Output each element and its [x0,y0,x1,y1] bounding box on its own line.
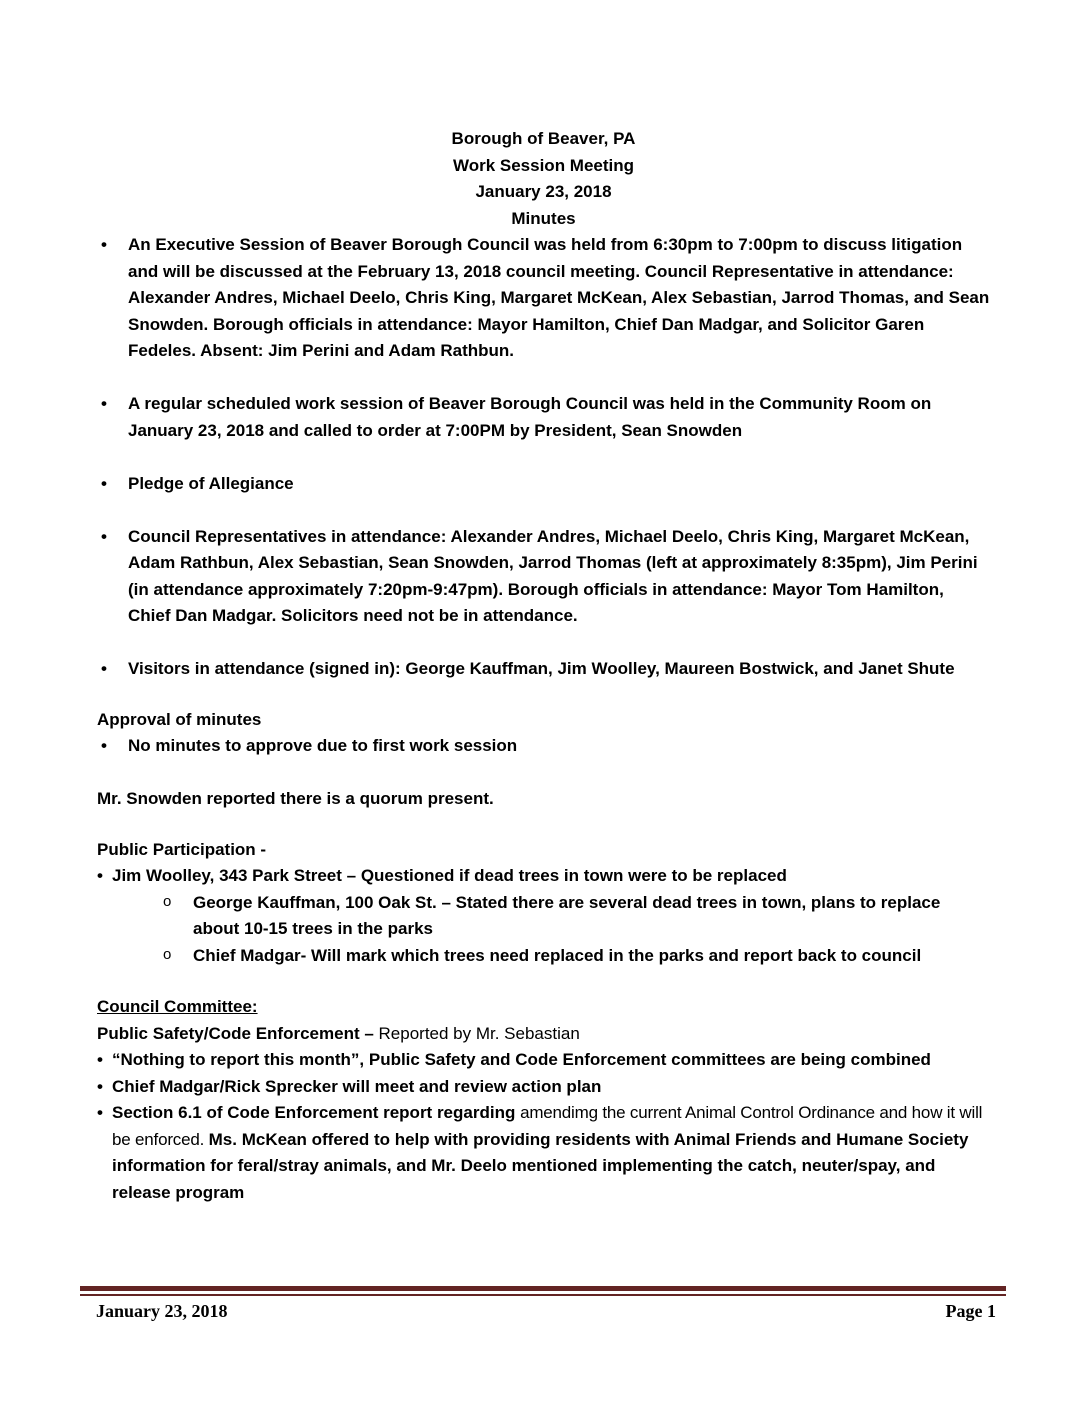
section-6-1-part-1: Section 6.1 of Code Enforcement report regarding [112,1103,521,1122]
footer-row [80,1296,1006,1323]
approval-bullet-list [97,733,990,760]
title-org: Borough of Beaver, PA [451,129,636,148]
sub-bullet-chief-madgar: o Chief Madgar- Will mark which trees need replaced in the parks and report back to council [97,943,990,970]
approval-of-minutes-heading: Approval of minutes [97,709,262,729]
title-meeting-type: Work Session Meeting [452,155,635,175]
title-date: January 23, 2018 [475,182,612,201]
section-6-1-part-2: amendimg the current Animal Control Ordinance and how it will be enforced. [112,1103,983,1149]
quorum-note: Mr. Snowden reported there is a quorum present. [97,789,494,808]
bullet-action-plan: • Chief Madgar/Rick Sprecker will meet and review action plan [97,1074,990,1101]
public-participation-heading: Public Participation - [97,839,267,859]
bullet-jim-woolley: • Jim Woolley, 343 Park Street – Questioned if dead trees in town were to be replaced [97,863,990,890]
bullet-section-6-1 [97,1100,990,1206]
footer-date: January 23, 2018 [96,1301,228,1321]
document-header [97,126,990,232]
sub-bullet-george-kauffman: o George Kauffman, 100 Oak St. – Stated there are several dead trees in town, plans to replace about 10-15 trees in the parks [97,890,990,943]
public-participation-list [97,863,990,969]
bullet-nothing-to-report: • “Nothing to report this month”, Public Safety and Code Enforcement committees are being combined [97,1047,990,1074]
section-6-1-part-3: Ms. McKean offered to help with providing residents with Animal Friends and Humane Society information for feral/stray animals, and Mr. Deelo mentioned implementing the catch, neuter/spay, and release program [112,1129,969,1202]
public-safety-subheading-bold: Public Safety/Code Enforcement – [97,1023,379,1043]
bullet-visitors: • Visitors in attendance (signed in): George Kauffman, Jim Woolley, Maureen Bostwick, and Janet Shute [97,656,990,683]
bullet-pledge: • Pledge of Allegiance [97,471,990,498]
footer-page-number: Page 1 [945,1301,996,1321]
document-content [97,0,990,1206]
page-footer [80,1286,1006,1323]
public-safety-subheading-reporter: Reported by Mr. Sebastian [378,1023,580,1043]
council-committee-heading: Council Committee: [97,997,258,1016]
public-safety-subheading [97,1021,990,1048]
bullet-council-representatives: • Council Representatives in attendance: Alexander Andres, Michael Deelo, Chris King, Margaret McKean, Adam Rathbun, Alex Sebastian, Sean Snowden, Jarrod Thomas (left at approximately 8:35pm), Jim Perini (in attendance approximately 7:20pm-9:47pm). Borough officials in attendance: Mayor Tom Hamilton, Chief Dan Madgar. Solicitors need not be in attendance. [97,524,990,630]
intro-bullet-list [97,232,990,683]
title-minutes: Minutes [511,208,576,228]
council-committee-list [97,1047,990,1206]
bullet-executive-session: • An Executive Session of Beaver Borough Council was held from 6:30pm to 7:00pm to discuss litigation and will be discussed at the February 13, 2018 council meeting. Council Representative in attendance: Alexander Andres, Michael Deelo, Chris King, Margaret McKean, Alex Sebastian, Jarrod Thomas, and Sean Snowden. Borough officials in attendance: Mayor Hamilton, Chief Dan Madgar, and Solicitor Garen Fedeles. Absent: Jim Perini and Adam Rathbun. [97,232,990,365]
bullet-work-session: • A regular scheduled work session of Beaver Borough Council was held in the Community Room on January 23, 2018 and called to order at 7:00PM by President, Sean Snowden [97,391,990,444]
bullet-no-minutes: • No minutes to approve due to first work session [97,733,990,760]
